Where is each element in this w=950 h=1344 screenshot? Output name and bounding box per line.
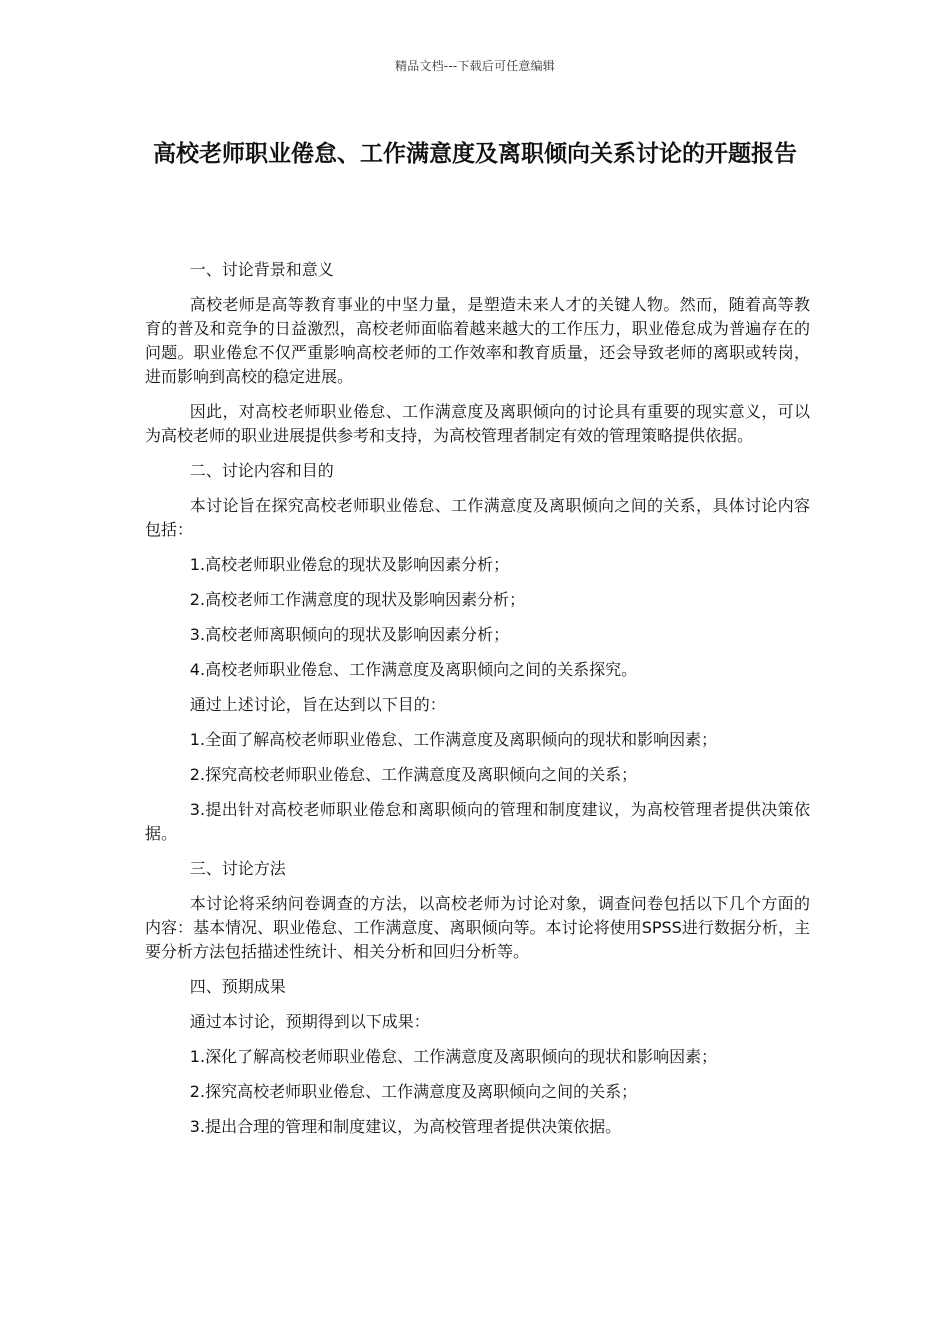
section-heading: 二、讨论内容和目的: [189, 461, 334, 480]
paragraph: 因此，对高校老师职业倦怠、工作满意度及离职倾向的讨论具有重要的现实意义，可以为高校老师的职业进展提供参考和支持，为高校管理者制定有效的管理策略提供依据。: [145, 402, 810, 445]
list-item: 1.全面了解高校老师职业倦怠、工作满意度及离职倾向的现状和影响因素；: [189, 730, 718, 749]
list-item: 2.探究高校老师职业倦怠、工作满意度及离职倾向之间的关系；: [189, 1082, 638, 1101]
paragraph: 本讨论旨在探究高校老师职业倦怠、工作满意度及离职倾向之间的关系，具体讨论内容包括：: [145, 496, 810, 539]
header-note: 精品文档---下载后可任意编辑: [395, 59, 555, 73]
list-item: 3.提出合理的管理和制度建议，为高校管理者提供决策依据。: [189, 1117, 622, 1136]
list-item: 4.高校老师职业倦怠、工作满意度及离职倾向之间的关系探究。: [189, 660, 638, 679]
section-heading: 四、预期成果: [189, 977, 286, 996]
paragraph: 高校老师是高等教育事业的中坚力量，是塑造未来人才的关键人物。然而，随着高等教育的普及和竞争的日益激烈，高校老师面临着越来越大的工作压力，职业倦怠成为普遍存在的问题。职业倦怠不仅严重影响高校老师的工作效率和教育质量，还会导致老师的离职或转岗，进而影响到高校的稳定进展。: [145, 295, 810, 386]
list-item: 1.深化了解高校老师职业倦怠、工作满意度及离职倾向的现状和影响因素；: [189, 1047, 718, 1066]
paragraph: 通过本讨论，预期得到以下成果：: [189, 1012, 430, 1031]
list-item: 2.探究高校老师职业倦怠、工作满意度及离职倾向之间的关系；: [189, 765, 638, 784]
list-item: 1.高校老师职业倦怠的现状及影响因素分析；: [189, 555, 510, 574]
list-item: 3.高校老师离职倾向的现状及影响因素分析；: [189, 625, 510, 644]
list-item: 3.提出针对高校老师职业倦怠和离职倾向的管理和制度建议，为高校管理者提供决策依据。: [145, 800, 810, 843]
section-heading: 一、讨论背景和意义: [189, 260, 334, 279]
document-body: [145, 258, 810, 1150]
paragraph: 本讨论将采纳问卷调查的方法，以高校老师为讨论对象，调查问卷包括以下几个方面的内容：基本情况、职业倦怠、工作满意度、离职倾向等。本讨论将使用SPSS进行数据分析，主要分析方法包括描述性统计、相关分析和回归分析等。: [145, 894, 810, 961]
document-title: 高校老师职业倦怠、工作满意度及离职倾向关系讨论的开题报告: [153, 141, 797, 167]
list-item: 2.高校老师工作满意度的现状及影响因素分析；: [189, 590, 526, 609]
paragraph: 通过上述讨论，旨在达到以下目的：: [189, 695, 446, 714]
section-heading: 三、讨论方法: [189, 859, 286, 878]
